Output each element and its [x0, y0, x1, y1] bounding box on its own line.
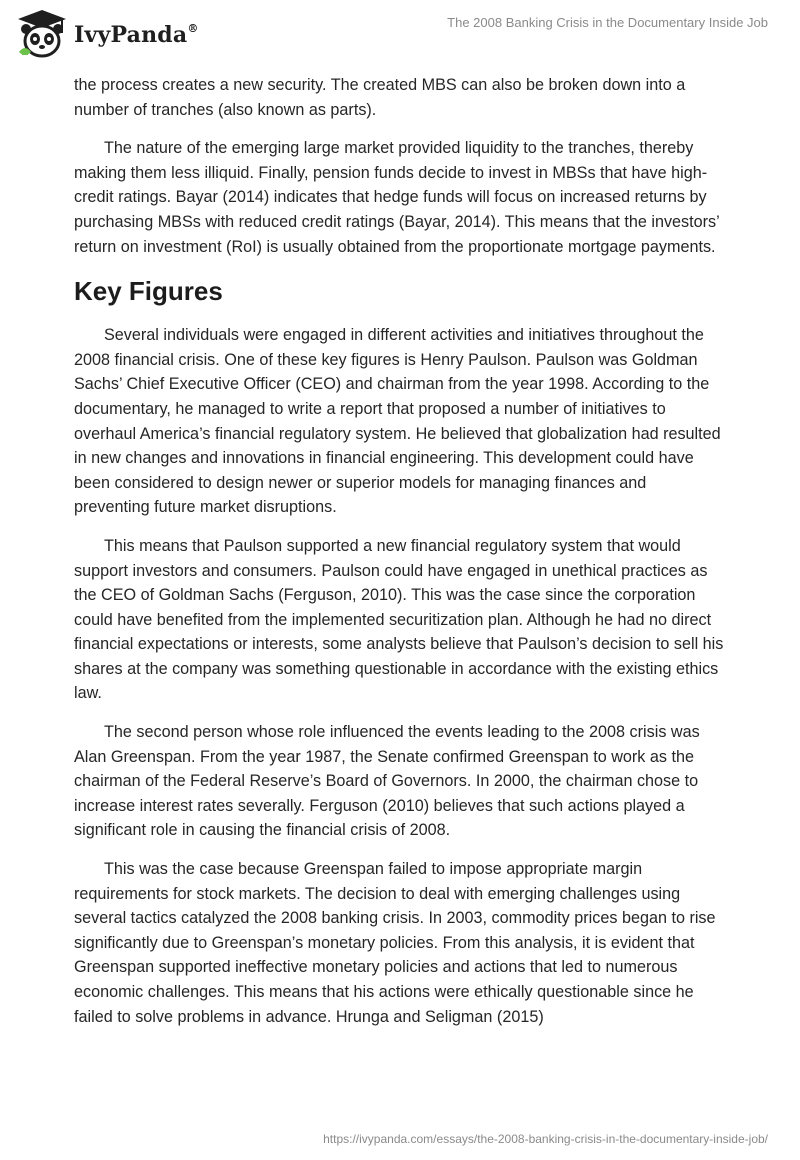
paragraph: the process creates a new security. The created MBS can also be broken down into a number of tranches (also known as parts).	[74, 76, 686, 119]
essay-content	[74, 73, 726, 1043]
paragraph: Several individuals were engaged in different activities and initiatives throughout the 2008 financial crisis. One of these key figures is Henry Paulson. Paulson was Goldman Sachs’ Chief Executive Officer (CEO) and chairman from the year 1998. According to the documentary, he managed to write a report that proposed a number of initiatives to overhaul America’s financial regulatory system. He believed that globalization had resulted in new changes and innovations in financial engineering. This development could have been considered to design newer or superior models for managing finances and preventing future market disruptions.	[74, 326, 721, 517]
paragraph: This was the case because Greenspan failed to impose appropriate margin requirements for stock markets. The decision to deal with emerging challenges using several tactics catalyzed the 2008 banking crisis. In 2003, commodity prices began to rise significantly due to Greenspan’s monetary policies. From this analysis, it is evident that Greenspan supported ineffective monetary policies and actions that led to numerous economic challenges. This means that his actions were ethically questionable since he failed to solve problems in advance. Hrunga and Seligman (2015)	[74, 860, 716, 1026]
document-title: The 2008 Banking Crisis in the Documentary Inside Job	[447, 15, 768, 30]
ivypanda-logo[interactable]	[14, 8, 199, 62]
page-header	[0, 0, 800, 70]
paragraph: This means that Paulson supported a new financial regulatory system that would support investors and consumers. Paulson could have engaged in unethical practices as the CEO of Goldman Sachs (Ferguson, 2010). This was the case since the corporation could have benefited from the implemented securitization plan. Although he had no direct financial expectations or interests, some analysts believe that Paulson’s decision to sell his shares at the company was something questionable in accordance with the existing ethics law.	[74, 536, 724, 703]
brand-name: IvyPanda®	[74, 22, 199, 48]
registered-mark: ®	[187, 22, 199, 35]
paragraph: The second person whose role influenced the events leading to the 2008 crisis was Alan Greenspan. From the year 1987, the Senate confirmed Greenspan to work as the chairman of the Federal Reserve’s Board of Governors. In 2000, the chairman chose to increase interest rates severally. Ferguson (2010) believes that such actions played a significant role in causing the financial crisis of 2008.	[74, 723, 700, 840]
paragraph: The nature of the emerging large market provided liquidity to the tranches, thereby making them less illiquid. Finally, pension funds decide to invest in MBSs that have high-credit ratings. Bayar (2014) indicates that hedge funds will focus on increased returns by purchasing MBSs with reduced credit ratings (Bayar, 2014). This means that the investors’ return on investment (RoI) is usually obtained from the proportionate mortgage payments.	[74, 139, 720, 256]
section-heading: Key Figures	[74, 276, 223, 307]
panda-graduate-icon	[14, 8, 70, 62]
source-url[interactable]: https://ivypanda.com/essays/the-2008-banking-crisis-in-the-documentary-inside-job/	[323, 1132, 768, 1146]
